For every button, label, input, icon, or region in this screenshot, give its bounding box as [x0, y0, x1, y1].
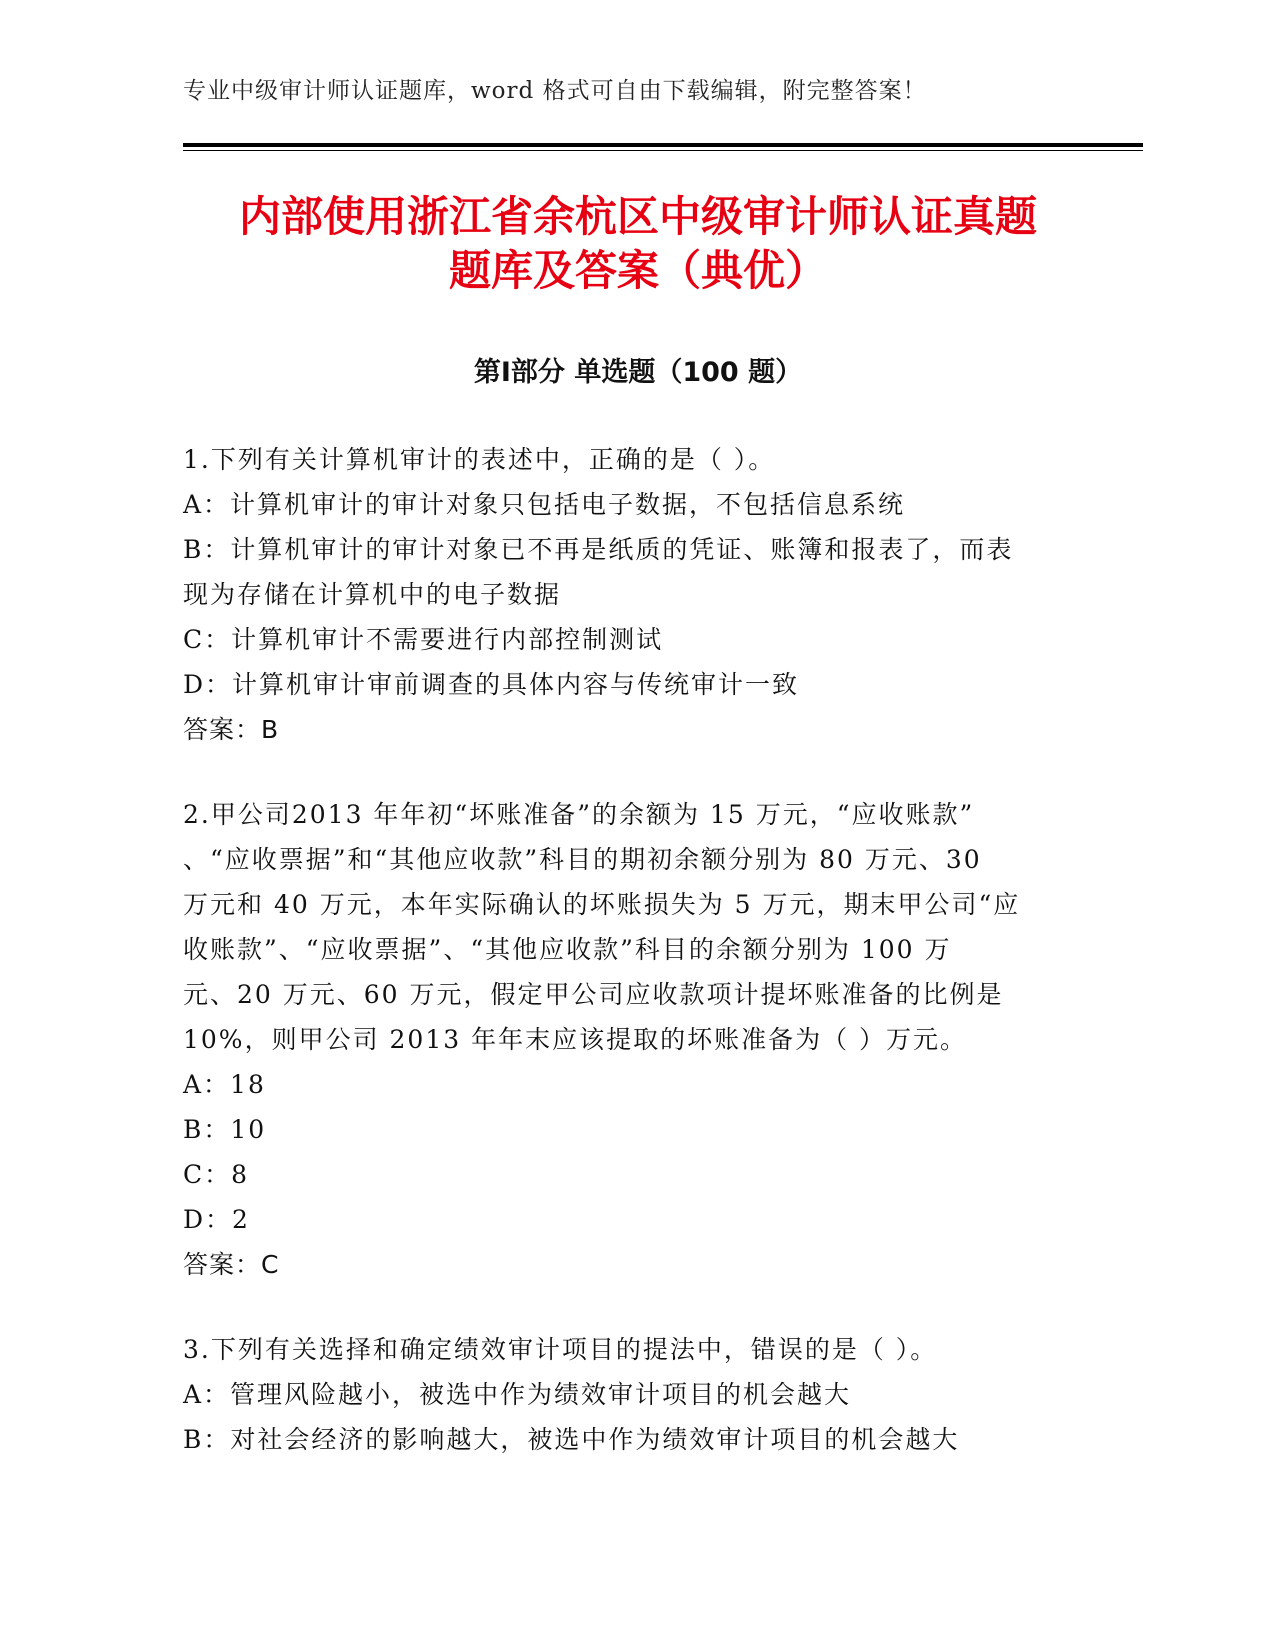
header-rule-thin [183, 150, 1143, 151]
document-title-line-2: 题库及答案（典优） [448, 246, 827, 295]
header-note: 专业中级审计师认证题库，word 格式可自由下载编辑，附完整答案！ [183, 78, 927, 104]
question-item [183, 1327, 1063, 1462]
question-list [183, 437, 1063, 1502]
document-title [183, 190, 1093, 298]
answer-option: D：2 [183, 1205, 250, 1234]
question-stem-line: 3.下列有关选择和确定绩效审计项目的提法中，错误的是（ ）。 [183, 1335, 938, 1364]
answer-key: 答案：B [183, 715, 280, 744]
answer-option: D：计算机审计审前调查的具体内容与传统审计一致 [183, 670, 800, 699]
header-rule-thick [183, 143, 1143, 147]
question-stem-line: 2.甲公司2013 年年初“坏账准备”的余额为 15 万元，“应收账款” [183, 800, 975, 829]
question-stem-line: 1.下列有关计算机审计的表述中，正确的是（ ）。 [183, 445, 776, 474]
answer-key: 答案：C [183, 1250, 280, 1279]
document-title-line-1: 内部使用浙江省余杭区中级审计师认证真题 [238, 192, 1037, 241]
question-stem-line: 、“应收票据”和“其他应收款”科目的期初余额分别为 80 万元、30 [183, 845, 982, 874]
section-title: 第Ⅰ部分 单选题（100 题） [473, 357, 803, 388]
answer-option: A：管理风险越小，被选中作为绩效审计项目的机会越大 [183, 1380, 852, 1409]
question-stem-line: 收账款”、“应收票据”、“其他应收款”科目的余额分别为 100 万 [183, 935, 952, 964]
answer-option: C：8 [183, 1160, 250, 1189]
question-stem-line: 元、20 万元、60 万元，假定甲公司应收款项计提坏账准备的比例是 [183, 980, 1004, 1009]
question-stem-line: 万元和 40 万元，本年实际确认的坏账损失为 5 万元，期末甲公司“应 [183, 890, 1021, 919]
question-item [183, 792, 1063, 1287]
question-stem-line: 10%，则甲公司 2013 年年末应该提取的坏账准备为（ ）万元。 [183, 1025, 968, 1054]
answer-option: B：计算机审计的审计对象已不再是纸质的凭证、账簿和报表了，而表 [183, 535, 1014, 564]
answer-option: A：18 [183, 1070, 266, 1099]
answer-option: B：对社会经济的影响越大，被选中作为绩效审计项目的机会越大 [183, 1425, 960, 1454]
answer-option: C：计算机审计不需要进行内部控制测试 [183, 625, 664, 654]
answer-option: A：计算机审计的审计对象只包括电子数据，不包括信息系统 [183, 490, 906, 519]
question-item [183, 437, 1063, 752]
answer-option: B：10 [183, 1115, 267, 1144]
answer-option: 现为存储在计算机中的电子数据 [183, 580, 562, 609]
